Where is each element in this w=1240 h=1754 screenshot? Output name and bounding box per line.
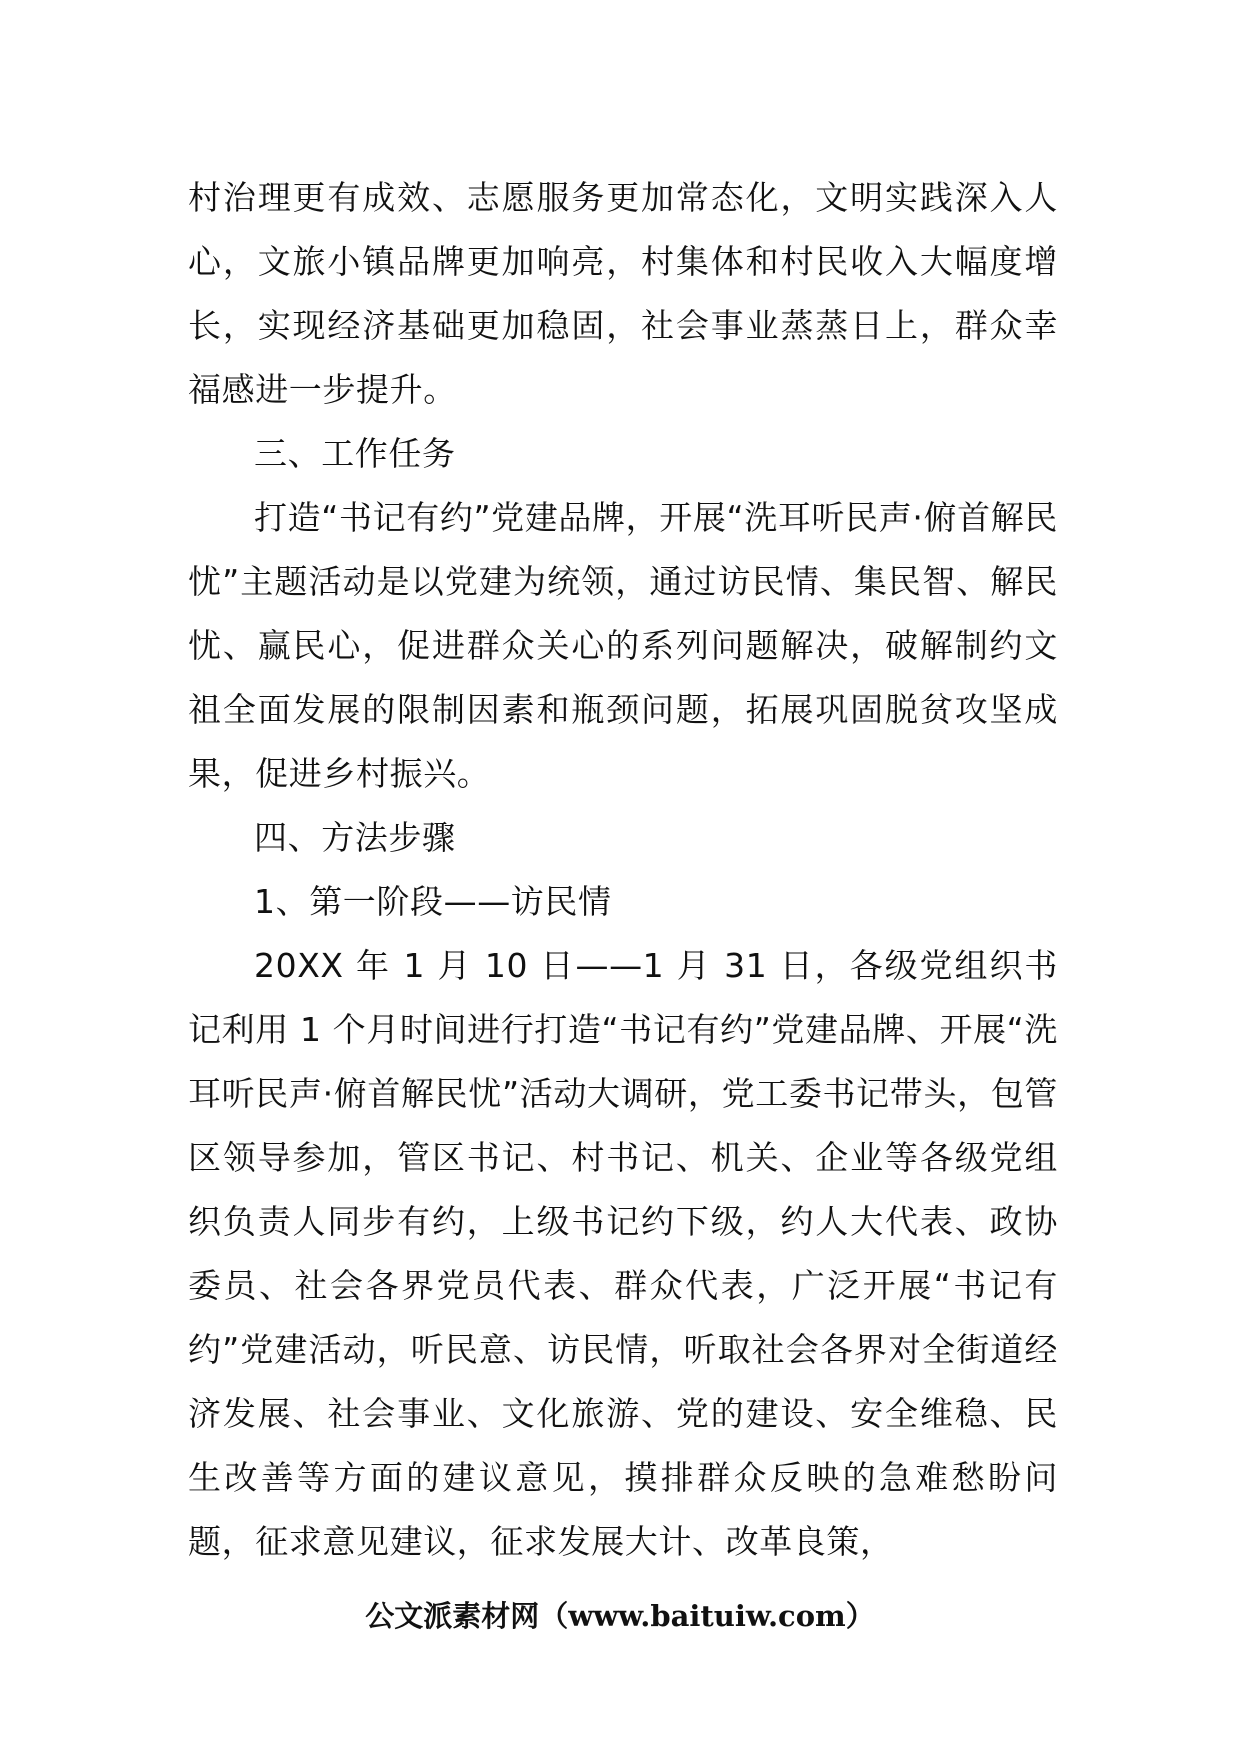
paragraph-stage-one: 20XX 年 1 月 10 日——1 月 31 日，各级党组织书记利用 1 个月时间进行打造“书记有约”党建品牌、开展“洗耳听民声·俯首解民忧”活动大调研，党工委书记带头，包管区领导参加，管区书记、村书记、机关、企业等各级党组织负责人同步有约，上级书记约下级，约人大代表、政协委员、社会各界党员代表、群众代表，广泛开展“书记有约”党建活动，听民意、访民情，听取社会各界对全街道经济发展、社会事业、文化旅游、党的建设、安全维稳、民生改善等方面的建议意见，摸排群众反映的急难愁盼问题，征求意见建议，征求发展大计、改革良策， xyxy=(188,946,1058,1561)
subsection-heading-stage-one: 1、第一阶段——访民情 xyxy=(254,882,612,921)
paragraph-continuation: 村治理更有成效、志愿服务更加常态化，文明实践深入人心，文旅小镇品牌更加响亮，村集体和村民收入大幅度增长，实现经济基础更加稳固，社会事业蒸蒸日上，群众幸福感进一步提升。 xyxy=(188,178,1058,409)
paragraph-tasks: 打造“书记有约”党建品牌，开展“洗耳听民声·俯首解民忧”主题活动是以党建为统领，通过访民情、集民智、解民忧、赢民心，促进群众关心的系列问题解决，破解制约文祖全面发展的限制因素和瓶颈问题，拓展巩固脱贫攻坚成果，促进乡村振兴。 xyxy=(188,498,1058,793)
section-heading-methods: 四、方法步骤 xyxy=(254,818,456,857)
section-heading-tasks: 三、工作任务 xyxy=(254,434,456,473)
document-body xyxy=(188,166,1058,1574)
footer-watermark: 公文派素材网（www.baituiw.com） xyxy=(365,1599,875,1633)
